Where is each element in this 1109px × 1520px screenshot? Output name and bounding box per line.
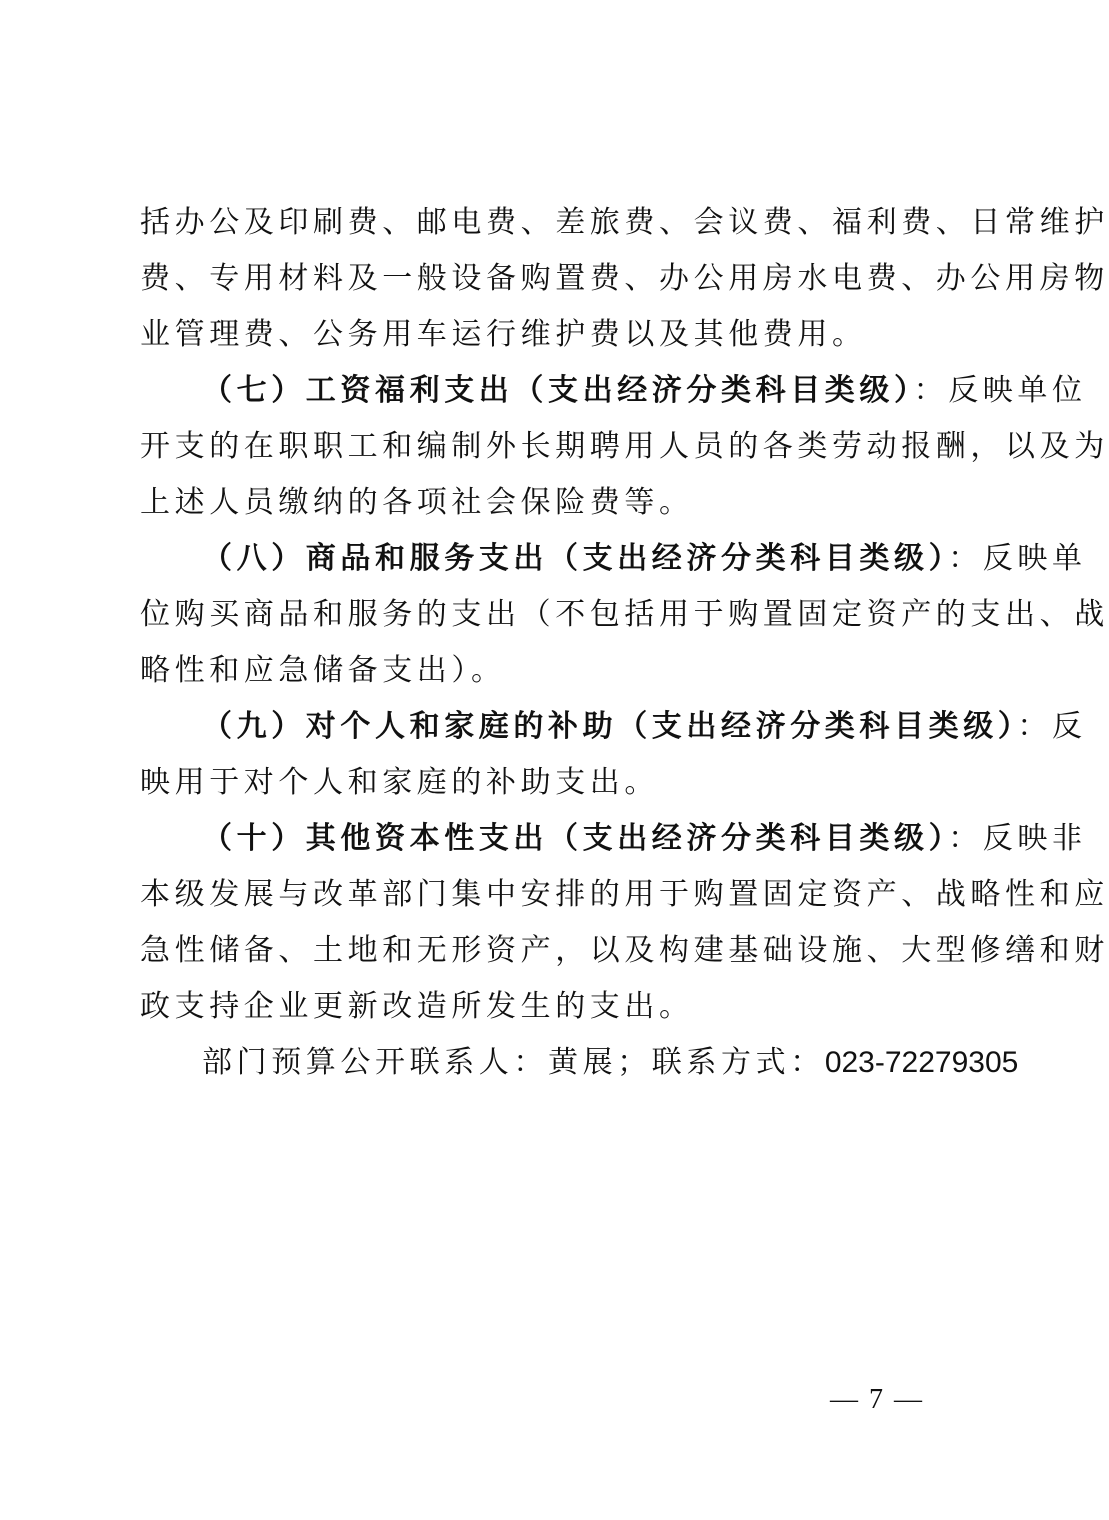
section-heading-9: （九）对个人和家庭的补助（支出经济分类科目类级）	[202, 709, 1018, 744]
contact-label: 部门预算公开联系人：黄展；联系方式：	[202, 1045, 825, 1080]
contact-info	[140, 1035, 1019, 1091]
paragraph-text: ：反映非	[948, 821, 1087, 856]
text-line: 本级发展与改革部门集中安排的用于购置固定资产、战略性和应	[140, 877, 1109, 912]
paragraph-9	[140, 699, 1087, 811]
paragraph-7	[140, 363, 1109, 531]
paragraph-first-line	[140, 811, 1087, 867]
paragraph-text: ：反映单位	[913, 373, 1087, 408]
text-line: 映用于对个人和家庭的补助支出。	[140, 765, 659, 800]
contact-line	[140, 1035, 1019, 1091]
text-line: 上述人员缴纳的各项社会保险费等。	[140, 485, 694, 520]
section-heading-8: （八）商品和服务支出（支出经济分类科目类级）	[202, 541, 949, 576]
paragraph-first-line	[140, 531, 1087, 587]
text-line: 略性和应急储备支出）。	[140, 653, 506, 688]
paragraph-first-line	[140, 363, 1087, 419]
paragraph-first-line	[140, 699, 1087, 755]
paragraph-8	[140, 531, 1109, 699]
page-number: — 7 —	[830, 1384, 924, 1415]
text-line: 业管理费、公务用车运行维护费以及其他费用。	[140, 317, 867, 352]
text-line: 政支持企业更新改造所发生的支出。	[140, 989, 694, 1024]
section-heading-7: （七）工资福利支出（支出经济分类科目类级）	[202, 373, 914, 408]
text-line: 急性储备、土地和无形资产，以及构建基础设施、大型修缮和财	[140, 933, 1109, 968]
text-line: 费、专用材料及一般设备购置费、办公用房水电费、办公用房物	[140, 261, 1109, 296]
text-line: 位购买商品和服务的支出（不包括用于购置固定资产的支出、战	[140, 597, 1109, 632]
paragraph-text: ：反映单	[948, 541, 1087, 576]
text-line: 开支的在职职工和编制外长期聘用人员的各类劳动报酬，以及为	[140, 429, 1109, 464]
paragraph-6-tail	[140, 195, 1109, 363]
paragraph-text: ：反	[1017, 709, 1087, 744]
text-line: 括办公及印刷费、邮电费、差旅费、会议费、福利费、日常维护	[140, 205, 1109, 240]
contact-phone: 023-72279305	[824, 1046, 1019, 1079]
section-heading-10: （十）其他资本性支出（支出经济分类科目类级）	[202, 821, 949, 856]
paragraph-10	[140, 811, 1109, 1035]
document-body	[140, 195, 1109, 1091]
